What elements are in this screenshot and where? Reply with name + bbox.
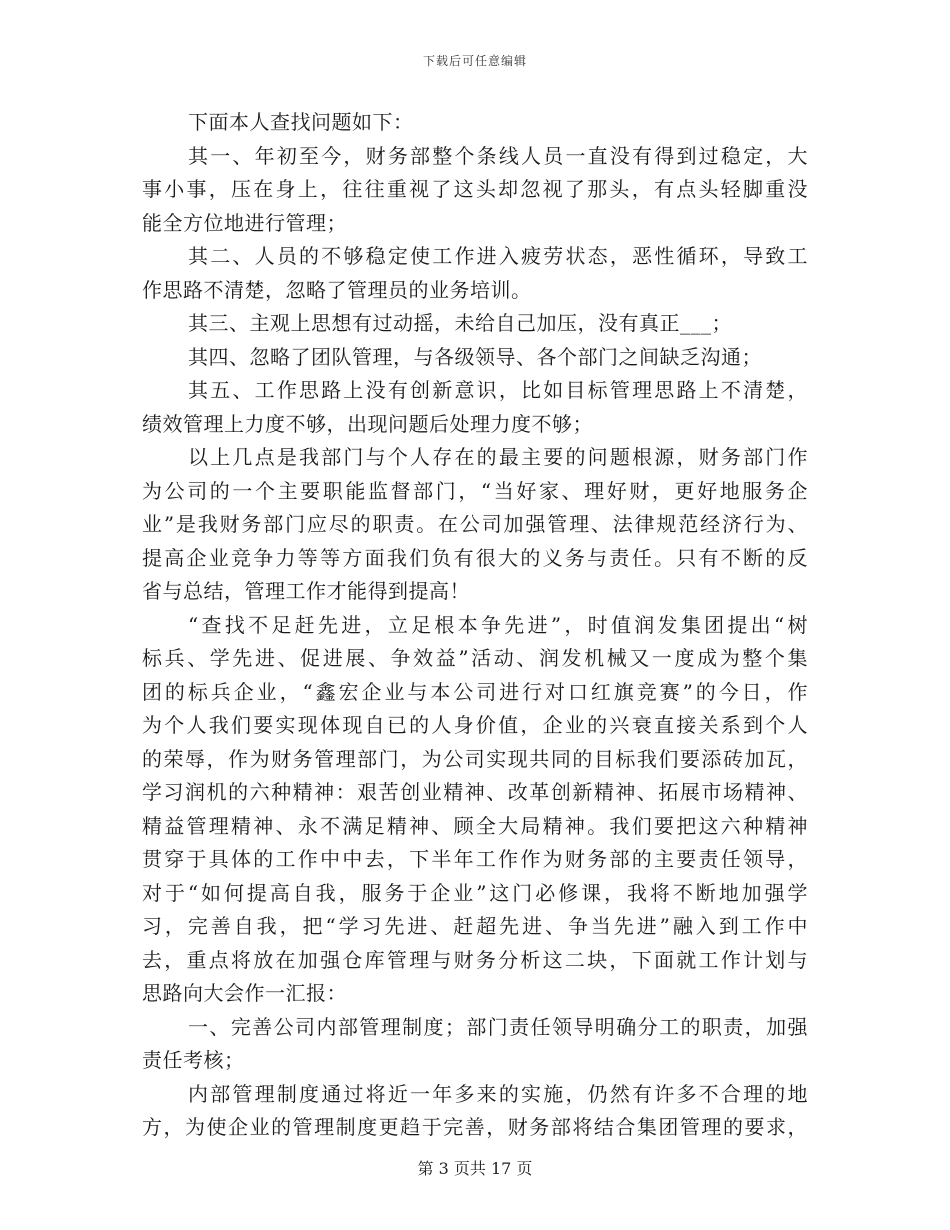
- paragraph-line: 精益管理精神、永不满足精神、顾全大局精神。我们要把这六种精神: [142, 813, 808, 838]
- paragraph-line: 其四、忽略了团队管理，与各级领导、各个部门之间缺乏沟通；: [188, 344, 762, 369]
- paragraph-line: 学习润机的六种精神：艰苦创业精神、改革创新精神、拓展市场精神、: [142, 780, 808, 804]
- paragraph-line: 事小事，压在身上，往往重视了这头却忽视了那头，有点头轻脚重没: [142, 177, 808, 201]
- paragraph-line: 团的标兵企业，“鑫宏企业与本公司进行对口红旗竞赛”的今日，作: [142, 679, 808, 704]
- paragraph-line: 其一、年初至今，财务部整个条线人员一直没有得到过稳定，大: [188, 143, 808, 168]
- paragraph-line: 以上几点是我部门与个人存在的最主要的问题根源，财务部门作: [188, 445, 808, 469]
- paragraph-line: 贯穿于具体的工作中中去，下半年工作作为财务部的主要责任领导，: [142, 847, 808, 871]
- paragraph-line: 为公司的一个主要职能监督部门，“当好家、理好财，更好地服务企: [142, 478, 808, 503]
- paragraph-line: 为个人我们要实现体现自已的人身价值，企业的兴衰直接关系到个人: [142, 713, 808, 737]
- paragraph-line: 其五、工作思路上没有创新意识，比如目标管理思路上不清楚，: [188, 378, 808, 402]
- paragraph-line: 的荣辱，作为财务管理部门，为公司实现共同的目标我们要添砖加瓦，: [142, 746, 808, 771]
- paragraph-line: 下面本人查找问题如下：: [188, 110, 414, 134]
- paragraph-line: 提高企业竞争力等等方面我们负有很大的义务与责任。只有不断的反: [142, 545, 808, 570]
- paragraph-line: 思路向大会作一汇报：: [142, 981, 347, 1005]
- paragraph-line: 省与总结，管理工作才能得到提高！: [142, 579, 470, 603]
- paragraph-line: 习，完善自我，把“学习先进、赶超先进、争当先进”融入到工作中: [142, 914, 808, 938]
- paragraph-line: 其二、人员的不够稳定使工作进入疲劳状态，恶性循环，导致工: [188, 244, 808, 268]
- paragraph-line: “查找不足赶先进，立足根本争先进”，时值润发集团提出“树: [188, 612, 808, 637]
- page-header: 下载后可任意编辑: [422, 54, 527, 68]
- paragraph-line: 绩效管理上力度不够，出现问题后处理力度不够；: [142, 411, 593, 436]
- document-body: [142, 106, 808, 1145]
- paragraph-line: 作思路不清楚，忽略了管理员的业务培训。: [142, 277, 532, 302]
- paragraph-line: 去，重点将放在加强仓库管理与财务分析这二块，下面就工作计划与: [142, 947, 808, 972]
- paragraph-line: 责任考核；: [142, 1048, 245, 1072]
- paragraph-line: 一、完善公司内部管理制度；部门责任领导明确分工的职责，加强: [188, 1014, 808, 1039]
- paragraph-line: 能全方位地进行管理；: [142, 210, 347, 235]
- paragraph-line: 其三、主观上思想有过动摇，未给自己加压，没有真正___；: [188, 311, 732, 335]
- paragraph-line: 方，为使企业的管理制度更趋于完善，财务部将结合集团管理的要求，: [142, 1115, 808, 1139]
- paragraph-line: 标兵、学先进、促进展、争效益”活动、润发机械又一度成为整个集: [142, 646, 808, 670]
- paragraph-line: 业”是我财务部门应尽的职责。在公司加强管理、法律规范经济行为、: [142, 512, 808, 536]
- paragraph-line: 对于“如何提高自我，服务于企业”这门必修课，我将不断地加强学: [142, 880, 808, 905]
- page-number: 第 3 页共 17 页: [417, 1159, 533, 1178]
- paragraph-line: 内部管理制度通过将近一年多来的实施，仍然有许多不合理的地: [188, 1081, 808, 1106]
